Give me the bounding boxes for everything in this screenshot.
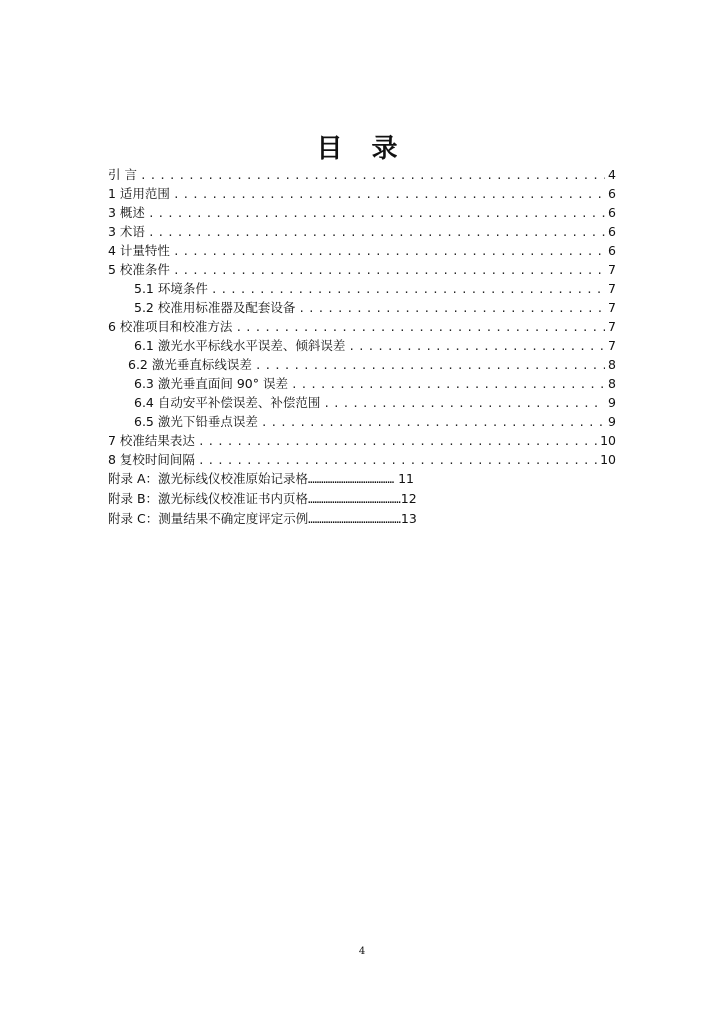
dot-leader: ……………………………………	[308, 513, 401, 526]
toc-label: 6.3 激光垂直面间 90° 误差	[134, 376, 288, 391]
toc-label: 3 概述	[108, 205, 145, 220]
toc-page: 6	[608, 224, 616, 239]
dot-leader	[173, 245, 605, 258]
dot-leader	[148, 226, 605, 239]
toc-page: 10	[600, 433, 616, 448]
toc-page: 7	[608, 300, 616, 315]
toc-label: 6 校准项目和校准方法	[108, 319, 233, 334]
toc-page: 6	[608, 243, 616, 258]
appendix-page: 11	[394, 471, 415, 486]
dot-leader: …………………………………	[308, 473, 395, 486]
appendix-page: 12	[400, 491, 417, 506]
dot-leader	[255, 359, 605, 372]
toc-row[interactable]	[108, 298, 616, 317]
toc-page: 10	[600, 452, 616, 467]
toc-page: 6	[608, 205, 616, 220]
toc-label: 6.2 激光垂直标线误差	[128, 357, 252, 372]
toc-label: 4 计量特性	[108, 243, 170, 258]
toc-label: 引 言	[108, 167, 137, 182]
toc-label: 5 校准条件	[108, 262, 170, 277]
toc-row[interactable]	[108, 412, 616, 431]
toc-label: 6.4 自动安平补偿误差、补偿范围	[134, 395, 321, 410]
toc-page: 7	[608, 338, 616, 353]
toc-row[interactable]	[108, 450, 616, 469]
dot-leader	[348, 340, 605, 353]
toc-row[interactable]	[108, 393, 616, 412]
toc-label: 3 术语	[108, 224, 145, 239]
toc-row[interactable]	[108, 222, 616, 241]
dot-leader	[298, 302, 605, 315]
toc-page: 9	[608, 414, 616, 429]
dot-leader	[323, 397, 605, 410]
toc-page: 4	[608, 167, 616, 182]
appendix-row[interactable]	[108, 509, 578, 527]
page-title: 目 录	[316, 134, 408, 164]
table-of-contents	[108, 165, 616, 469]
toc-row[interactable]	[108, 260, 616, 279]
dot-leader	[173, 188, 605, 201]
toc-label: 1 适用范围	[108, 186, 170, 201]
toc-label: 5.2 校准用标准器及配套设备	[134, 300, 296, 315]
dot-leader	[140, 169, 605, 182]
toc-row[interactable]	[108, 317, 616, 336]
toc-page: 7	[608, 262, 616, 277]
toc-page: 8	[608, 357, 616, 372]
toc-page: 6	[608, 186, 616, 201]
toc-label: 6.5 激光下铅垂点误差	[134, 414, 258, 429]
toc-label: 5.1 环境条件	[134, 281, 208, 296]
toc-page: 7	[608, 319, 616, 334]
appendix-label: 附录 A：激光标线仪校准原始记录格	[108, 471, 309, 486]
dot-leader	[198, 454, 597, 467]
dot-leader	[173, 264, 605, 277]
toc-label: 6.1 激光水平标线水平误差、倾斜误差	[134, 338, 346, 353]
page-number: 4	[358, 946, 366, 957]
toc-label: 7 校准结果表达	[108, 433, 195, 448]
dot-leader	[261, 416, 605, 429]
toc-row[interactable]	[108, 203, 616, 222]
appendix-row[interactable]	[108, 469, 578, 487]
appendix-label: 附录 C：测量结果不确定度评定示例	[108, 511, 309, 526]
toc-page: 9	[608, 395, 616, 410]
toc-row[interactable]	[108, 431, 616, 450]
toc-page: 7	[608, 281, 616, 296]
appendix-page: 13	[400, 511, 417, 526]
dot-leader	[148, 207, 605, 220]
toc-label: 8 复校时间间隔	[108, 452, 195, 467]
appendix-row[interactable]	[108, 489, 578, 507]
dot-leader	[211, 283, 605, 296]
appendix-label: 附录 B：激光标线仪校准证书内页格	[108, 491, 309, 506]
toc-row[interactable]	[108, 279, 616, 298]
dot-leader	[235, 321, 605, 334]
dot-leader	[198, 435, 597, 448]
toc-page: 8	[608, 376, 616, 391]
toc-row[interactable]	[108, 336, 616, 355]
toc-row[interactable]	[108, 165, 616, 184]
toc-row[interactable]	[108, 184, 616, 203]
toc-row[interactable]	[108, 241, 616, 260]
toc-row[interactable]	[108, 355, 616, 374]
toc-row[interactable]	[108, 374, 616, 393]
dot-leader: ……………………………………	[308, 493, 401, 506]
dot-leader	[291, 378, 605, 391]
